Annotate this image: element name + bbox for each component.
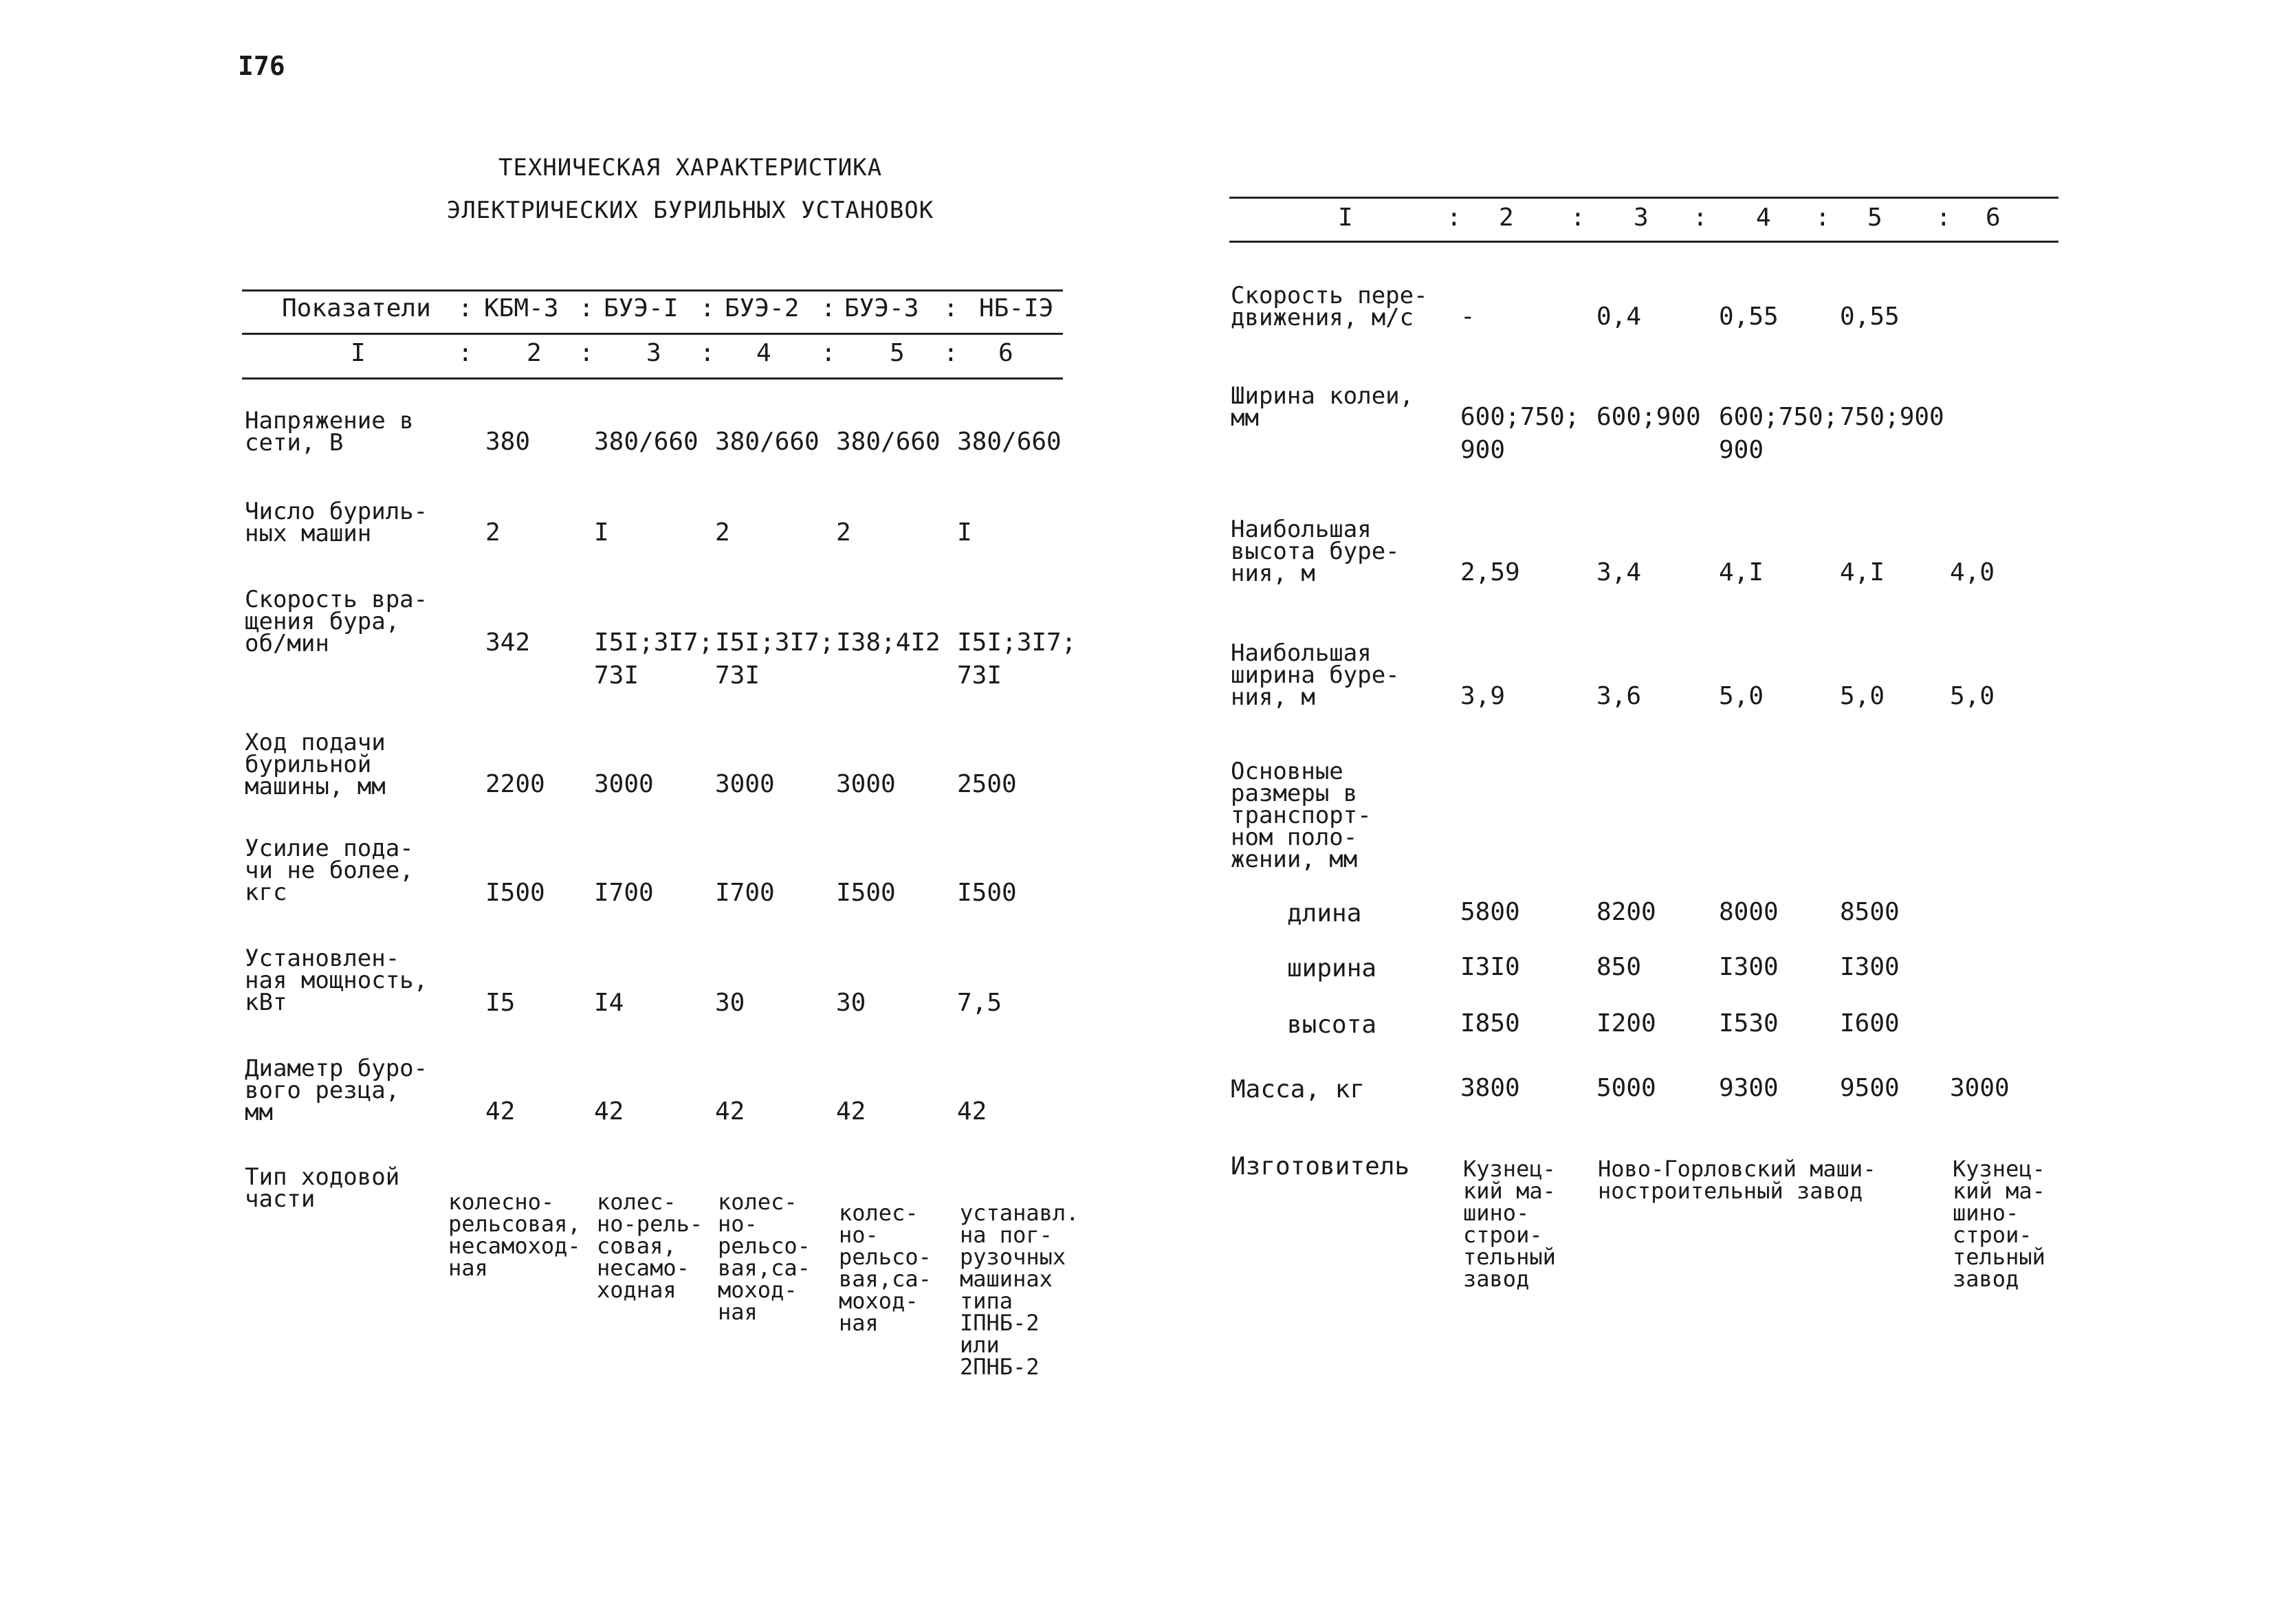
column-index: 4: [756, 339, 771, 367]
table-cell: 0,4: [1596, 303, 1642, 331]
table-cell: Кузнец- кий ма- шино- строи- тельный завод: [1953, 1156, 2045, 1292]
column-header: БУЭ-3: [844, 294, 919, 322]
table-cell: 3800: [1460, 1074, 1520, 1102]
table-cell: 7,5: [957, 989, 1002, 1017]
table-cell: 42: [836, 1097, 866, 1126]
table-cell: 3,9: [1460, 682, 1506, 710]
table-cell: 42: [485, 1097, 516, 1126]
table-cell: I700: [715, 879, 775, 907]
row-label: Тип ходовой части: [245, 1163, 400, 1213]
table-cell: I5I;3I7;: [594, 628, 714, 657]
table-rule: [242, 333, 1063, 335]
column-header: БУЭ-I: [604, 294, 679, 322]
row-label: Наибольшая высота буре- ния, м: [1231, 516, 1400, 587]
column-index: I: [1338, 204, 1353, 232]
table-cell: колес- но-рель- совая, несамо- ходная: [597, 1189, 703, 1303]
table-cell: 8500: [1840, 898, 1900, 926]
row-label: ширина: [1287, 954, 1377, 983]
column-separator: :: [700, 294, 715, 322]
table-cell: 4,I: [1719, 558, 1764, 586]
table-cell: I300: [1719, 953, 1779, 981]
table-cell: 0,55: [1719, 303, 1779, 331]
row-label: высота: [1287, 1011, 1377, 1039]
row-label: Скорость вра- щения бура, об/мин: [245, 586, 428, 657]
column-separator: :: [943, 294, 958, 322]
table-cell: 73I: [594, 661, 639, 690]
column-separator: :: [1693, 204, 1708, 232]
column-index: 2: [1499, 204, 1514, 232]
table-cell: 750;900: [1840, 403, 1944, 431]
column-index: 5: [890, 339, 905, 367]
row-label: Наибольшая ширина буре- ния, м: [1231, 639, 1400, 711]
column-index: 3: [1634, 204, 1649, 232]
table-cell: 600;900: [1596, 403, 1701, 431]
table-cell: 3000: [1950, 1074, 2010, 1102]
page-title-line-1: ТЕХНИЧЕСКАЯ ХАРАКТЕРИСТИКА: [498, 154, 883, 182]
table-cell: 850: [1596, 953, 1642, 981]
table-cell: I700: [594, 879, 654, 907]
table-rule: [242, 377, 1063, 380]
column-separator: :: [1936, 204, 1951, 232]
page-number: I76: [238, 51, 285, 81]
table-cell: 2: [836, 518, 851, 547]
table-cell: 8200: [1596, 898, 1656, 926]
table-cell: 4,I: [1840, 558, 1885, 586]
table-cell: 2: [715, 518, 730, 547]
column-header: КБМ-3: [484, 294, 559, 322]
column-separator: :: [1447, 204, 1462, 232]
column-separator: :: [458, 339, 473, 367]
column-index: I: [351, 339, 366, 367]
table-cell: 4,0: [1950, 558, 1995, 586]
table-cell: 73I: [715, 661, 760, 690]
table-cell: I300: [1840, 953, 1900, 981]
row-label: Ширина колеи, мм: [1231, 382, 1414, 432]
table-rule: [242, 289, 1063, 292]
table-cell: I: [594, 518, 609, 547]
table-cell: 30: [715, 989, 745, 1017]
row-label: Установлен- ная мощность, кВт: [245, 945, 428, 1016]
table-cell: I850: [1460, 1009, 1520, 1038]
row-label: Ход подачи бурильной машины, мм: [245, 729, 386, 800]
table-cell: 73I: [957, 661, 1002, 690]
row-label: Усилие пода- чи не более, кгс: [245, 835, 414, 906]
column-header: НБ-IЭ: [979, 294, 1054, 322]
table-cell: 9300: [1719, 1074, 1779, 1102]
table-cell: -: [1460, 303, 1475, 331]
table-cell: 3000: [836, 770, 896, 798]
table-cell: 3,4: [1596, 558, 1642, 586]
column-separator: :: [458, 294, 473, 322]
table-cell: 2200: [485, 770, 545, 798]
table-cell: 600;750;: [1460, 403, 1580, 431]
column-separator: :: [579, 294, 594, 322]
table-cell: 5000: [1596, 1074, 1656, 1102]
table-cell: I3I0: [1460, 953, 1520, 981]
column-separator: :: [1570, 204, 1585, 232]
table-cell: I4: [594, 989, 624, 1017]
table-cell: 5800: [1460, 898, 1520, 926]
table-cell: 600;750;: [1719, 403, 1838, 431]
table-cell: 900: [1460, 436, 1506, 464]
column-header: БУЭ-2: [725, 294, 800, 322]
table-cell: колесно- рельсовая, несамоход- ная: [448, 1189, 581, 1281]
column-separator: :: [700, 339, 715, 367]
table-cell: I500: [957, 879, 1017, 907]
table-rule: [1229, 197, 2058, 199]
table-cell: I530: [1719, 1009, 1779, 1038]
column-index: 4: [1756, 204, 1771, 232]
table-cell: I: [957, 518, 972, 547]
table-rule: [1229, 241, 2058, 243]
row-label: Масса, кг: [1231, 1075, 1365, 1104]
table-cell: 30: [836, 989, 866, 1017]
table-cell: 380/660: [957, 428, 1062, 456]
column-separator: :: [821, 294, 836, 322]
column-index: 3: [646, 339, 661, 367]
table-cell: 42: [715, 1097, 745, 1126]
column-index: 6: [998, 339, 1013, 367]
table-cell: 42: [594, 1097, 624, 1126]
table-cell: I38;4I2: [836, 628, 941, 657]
column-index: 2: [527, 339, 542, 367]
table-cell: 3000: [715, 770, 775, 798]
table-cell: 5,0: [1950, 682, 1995, 710]
table-cell: 2500: [957, 770, 1017, 798]
row-label: Основные размеры в транспорт- ном поло- жении, мм: [1231, 758, 1372, 873]
page-title-line-2: ЭЛЕКТРИЧЕСКИХ БУРИЛЬНЫХ УСТАНОВОК: [446, 197, 934, 224]
table-cell: 380: [485, 428, 531, 456]
table-cell: 9500: [1840, 1074, 1900, 1102]
table-cell: 342: [485, 628, 531, 657]
column-index: 6: [1986, 204, 2001, 232]
row-label: Диаметр буро- вого резца, мм: [245, 1055, 428, 1126]
table-cell: I600: [1840, 1009, 1900, 1038]
table-cell: I500: [485, 879, 545, 907]
column-separator: :: [821, 339, 836, 367]
table-cell: 2,59: [1460, 558, 1520, 586]
table-cell: I200: [1596, 1009, 1656, 1038]
table-cell: 42: [957, 1097, 987, 1126]
table-cell: I5I;3I7;: [957, 628, 1077, 657]
table-cell: 3000: [594, 770, 654, 798]
row-label: Скорость пере- движения, м/с: [1231, 282, 1428, 331]
column-separator: :: [1815, 204, 1830, 232]
table-cell: 3,6: [1596, 682, 1642, 710]
column-separator: :: [943, 339, 958, 367]
table-cell: 8000: [1719, 898, 1779, 926]
table-cell: колес- но- рельсо- вая,са- моход- ная: [718, 1189, 811, 1325]
table-cell: 0,55: [1840, 303, 1900, 331]
row-label: Число буриль- ных машин: [245, 498, 428, 547]
table-cell: 380/660: [836, 428, 941, 456]
table-cell: 2: [485, 518, 501, 547]
table-cell: I5: [485, 989, 516, 1017]
table-cell: 900: [1719, 436, 1764, 464]
row-label: длина: [1287, 899, 1362, 928]
column-separator: :: [579, 339, 594, 367]
column-header-indicators: Показатели: [282, 294, 431, 322]
table-cell: Кузнец- кий ма- шино- строи- тельный завод: [1463, 1156, 1556, 1292]
row-label: Напряжение в сети, В: [245, 407, 414, 457]
table-cell: 5,0: [1840, 682, 1885, 710]
table-cell: I500: [836, 879, 896, 907]
column-index: 5: [1867, 204, 1882, 232]
table-cell: 5,0: [1719, 682, 1764, 710]
table-cell: колес- но- рельсо- вая,са- моход- ная: [839, 1200, 932, 1336]
table-cell: Ново-Горловский маши- ностроительный завод: [1598, 1156, 1876, 1204]
row-label: Изготовитель: [1231, 1152, 1410, 1181]
table-cell: 380/660: [594, 428, 699, 456]
table-cell: 380/660: [715, 428, 820, 456]
table-cell: I5I;3I7;: [715, 628, 835, 657]
table-cell: устанавл. на пог- рузочных машинах типа IПНБ-2 или 2ПНБ-2: [960, 1200, 1079, 1380]
